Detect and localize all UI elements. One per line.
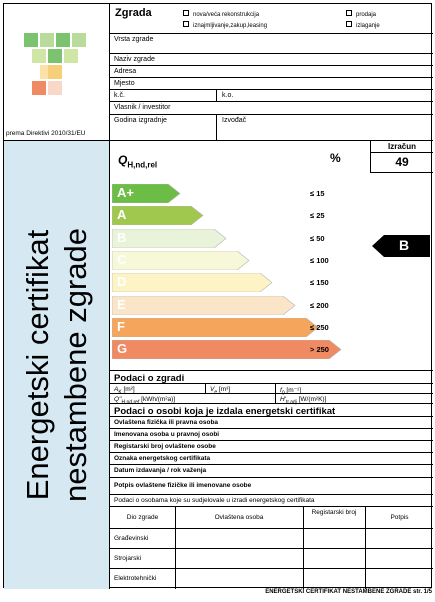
- energy-class-limit: ≤ 25: [310, 211, 325, 221]
- checkbox-iznajmljivanje-label: iznajmljivanje,zakup,leasing: [193, 23, 268, 29]
- energy-class-limit: ≤ 100: [310, 255, 329, 265]
- h-row-sub: tr,adj: [285, 399, 297, 406]
- col-ovlastena: Ovlaštena osoba: [214, 514, 264, 521]
- energy-class-letter: E: [117, 296, 126, 312]
- checkbox-icon: [346, 10, 352, 16]
- energy-class-row: [112, 296, 432, 315]
- divider: [365, 507, 366, 589]
- zgrada-row: [110, 4, 433, 34]
- divider: [205, 384, 206, 394]
- energy-class-bar: [112, 273, 272, 292]
- energy-class-letter: C: [117, 251, 127, 267]
- side-title-panel: [4, 141, 110, 589]
- imenovana-label: Imenovana osoba u pravnoj osobi: [114, 431, 220, 438]
- energy-class-row: [112, 184, 432, 203]
- izvodac-label: Izvođač: [222, 117, 247, 124]
- ve-symbol: V: [210, 386, 215, 393]
- sig-row: [110, 569, 433, 589]
- energy-class-letter: D: [117, 274, 127, 290]
- current-class-letter: B: [399, 237, 410, 253]
- energy-class-limit: ≤ 200: [310, 300, 329, 310]
- ve-sub: e: [214, 389, 218, 396]
- sig-row-label: Građevinski: [114, 535, 149, 542]
- checkbox-iznajmljivanje[interactable]: [183, 21, 268, 29]
- energy-class-row: [112, 318, 432, 337]
- godina-row: [110, 115, 433, 141]
- energy-class-bar: [112, 296, 295, 315]
- checkbox-nova[interactable]: [183, 10, 260, 18]
- energy-class-arrow: [112, 251, 251, 270]
- vrsta-label: Vrsta zgrade: [114, 36, 154, 43]
- col-dio: Dio zgrade: [126, 514, 159, 521]
- energy-class-bar: [112, 318, 318, 337]
- logo-area: [4, 4, 110, 141]
- energy-class-letter: B: [117, 229, 127, 245]
- divider: [216, 90, 217, 102]
- divider: [175, 507, 176, 589]
- f0-unit: [m⁻¹]: [284, 387, 302, 394]
- sig-row: [110, 549, 433, 569]
- energy-class-bar: [112, 251, 249, 270]
- energy-class-arrow: [112, 340, 343, 359]
- sig-row: [110, 529, 433, 549]
- checkbox-nova-label: nova/većа rekonstrukcija: [193, 12, 260, 18]
- ko-label: k.o.: [222, 92, 234, 99]
- energy-class-limit: ≤ 250: [310, 322, 329, 332]
- podaci-row: [110, 371, 433, 384]
- ve-unit: [m³]: [217, 386, 231, 393]
- sudjelovale-row: [110, 495, 433, 507]
- adresa-row: [110, 66, 433, 78]
- naziv-label: Naziv zgrade: [114, 56, 155, 63]
- energy-class-row: [112, 273, 432, 292]
- checkbox-icon: [183, 10, 189, 16]
- sig-row-label: Elektrotehnički: [114, 575, 157, 582]
- kc-label: k.č.: [114, 92, 125, 99]
- percent-label: %: [330, 151, 341, 165]
- q-row: [110, 394, 433, 404]
- q-sub: H,nd,rel: [127, 160, 158, 170]
- certificate-title-line1: Energetski certifikat: [20, 229, 55, 501]
- q-main: Q: [118, 153, 128, 167]
- h-row-symbol: H': [280, 396, 286, 403]
- current-class-marker: [372, 235, 430, 257]
- godina-label: Godina izgradnje: [114, 117, 167, 124]
- energy-class-letter: A+: [117, 185, 134, 200]
- registarski-label: Registarski broj ovlaštene osobe: [114, 443, 216, 450]
- oznaka-row: [110, 453, 433, 465]
- q-row-unit: [kWh/(m²a)]: [139, 396, 176, 403]
- q-label: [118, 153, 157, 169]
- energy-class-row: [112, 340, 432, 359]
- datum-label: Datum izdavanja / rok važenja: [114, 467, 207, 474]
- f0-symbol: f: [280, 387, 282, 394]
- energy-class-arrow: [112, 229, 228, 248]
- mjesto-label: Mjesto: [114, 80, 135, 87]
- energy-class-arrow: [112, 273, 274, 292]
- ak-row: [110, 384, 433, 397]
- h-row-unit: [W/(m²K)]: [296, 396, 327, 403]
- izracun-value: 49: [395, 155, 409, 169]
- zgrada-label: Zgrada: [115, 7, 152, 19]
- energy-class-limit: > 250: [310, 345, 329, 355]
- divider: [216, 115, 217, 140]
- ak-symbol: A: [114, 386, 119, 393]
- energy-class-arrow: [112, 318, 320, 337]
- vlasnik-row: [110, 102, 433, 115]
- registarski-row: [110, 441, 433, 453]
- sig-row-label: Strojarski: [114, 555, 142, 562]
- certificate-title: [19, 228, 95, 502]
- energy-class-limit: ≤ 150: [310, 278, 329, 288]
- oznaka-label: Oznaka energetskog certifikata: [114, 455, 211, 462]
- details-section: [110, 371, 433, 589]
- energy-scale: [110, 141, 433, 371]
- vrsta-row: [110, 34, 433, 54]
- izracun-box: [370, 141, 433, 173]
- eu-energy-logo: [24, 33, 94, 101]
- page-footer: ENERGETSKI CERTIFIKAT NESTAMBENE ZGRADE str. 1/5: [265, 589, 432, 595]
- ak-sub: K: [118, 389, 122, 396]
- fizicka-row: [110, 417, 433, 429]
- potpis-label: Potpis ovlaštene fizičke ili imenovane osobe: [114, 482, 252, 489]
- energy-class-arrow: [112, 296, 297, 315]
- energy-class-letter: A: [117, 207, 127, 223]
- divider: [303, 507, 304, 589]
- mjesto-row: [110, 78, 433, 90]
- f0-sub: 0: [281, 390, 285, 397]
- energy-class-bar: [112, 229, 226, 248]
- energy-class-row: [112, 206, 432, 225]
- fizicka-label: Ovlaštena fizička ili pravna osoba: [114, 419, 219, 426]
- checkbox-icon: [346, 21, 352, 27]
- energy-class-bar: [112, 340, 341, 359]
- directive-caption: prema Direktivi 2010/31/EU: [6, 130, 86, 137]
- datum-row: [110, 465, 433, 478]
- osoba-title: Podaci o osobi koja je izdala energetski certifikat: [114, 406, 336, 417]
- naziv-row: [110, 54, 433, 66]
- checkbox-izlaganje-label: izlaganje: [356, 23, 380, 29]
- podaci-title: Podaci o zgradi: [114, 373, 185, 384]
- q-row-sub: H,nd,ref: [121, 399, 140, 406]
- imenovana-row: [110, 429, 433, 441]
- checkbox-prodaja-label: prodaja: [356, 12, 377, 18]
- sig-table-header: [110, 507, 433, 529]
- energy-class-limit: ≤ 50: [310, 233, 325, 243]
- checkbox-izlaganje[interactable]: [346, 21, 380, 29]
- osoba-title-row: [110, 404, 433, 417]
- energy-class-letter: G: [117, 341, 128, 357]
- q-row-symbol: Q'': [114, 396, 122, 403]
- checkbox-prodaja[interactable]: [346, 10, 377, 18]
- vlasnik-label: Vlasnik / investitor: [114, 104, 171, 111]
- potpis-row: [110, 478, 433, 495]
- energy-class-letter: F: [117, 318, 125, 334]
- sudjelovale-label: Podaci o osobama koje su sudjelovale u izradi energetskog certifikata: [114, 497, 315, 504]
- building-header: [110, 4, 433, 141]
- adresa-label: Adresa: [114, 68, 137, 75]
- certificate-page: [3, 3, 432, 588]
- col-registarski: Registarski broj: [311, 509, 357, 516]
- kc-row: [110, 90, 433, 102]
- certificate-title-line2: nestambene zgrade: [58, 227, 93, 503]
- izracun-label: Izračun: [371, 141, 433, 153]
- col-potpis: Potpis: [390, 514, 409, 521]
- checkbox-icon: [183, 21, 189, 27]
- ak-unit: [m²]: [121, 386, 135, 393]
- energy-class-limit: ≤ 15: [310, 189, 325, 198]
